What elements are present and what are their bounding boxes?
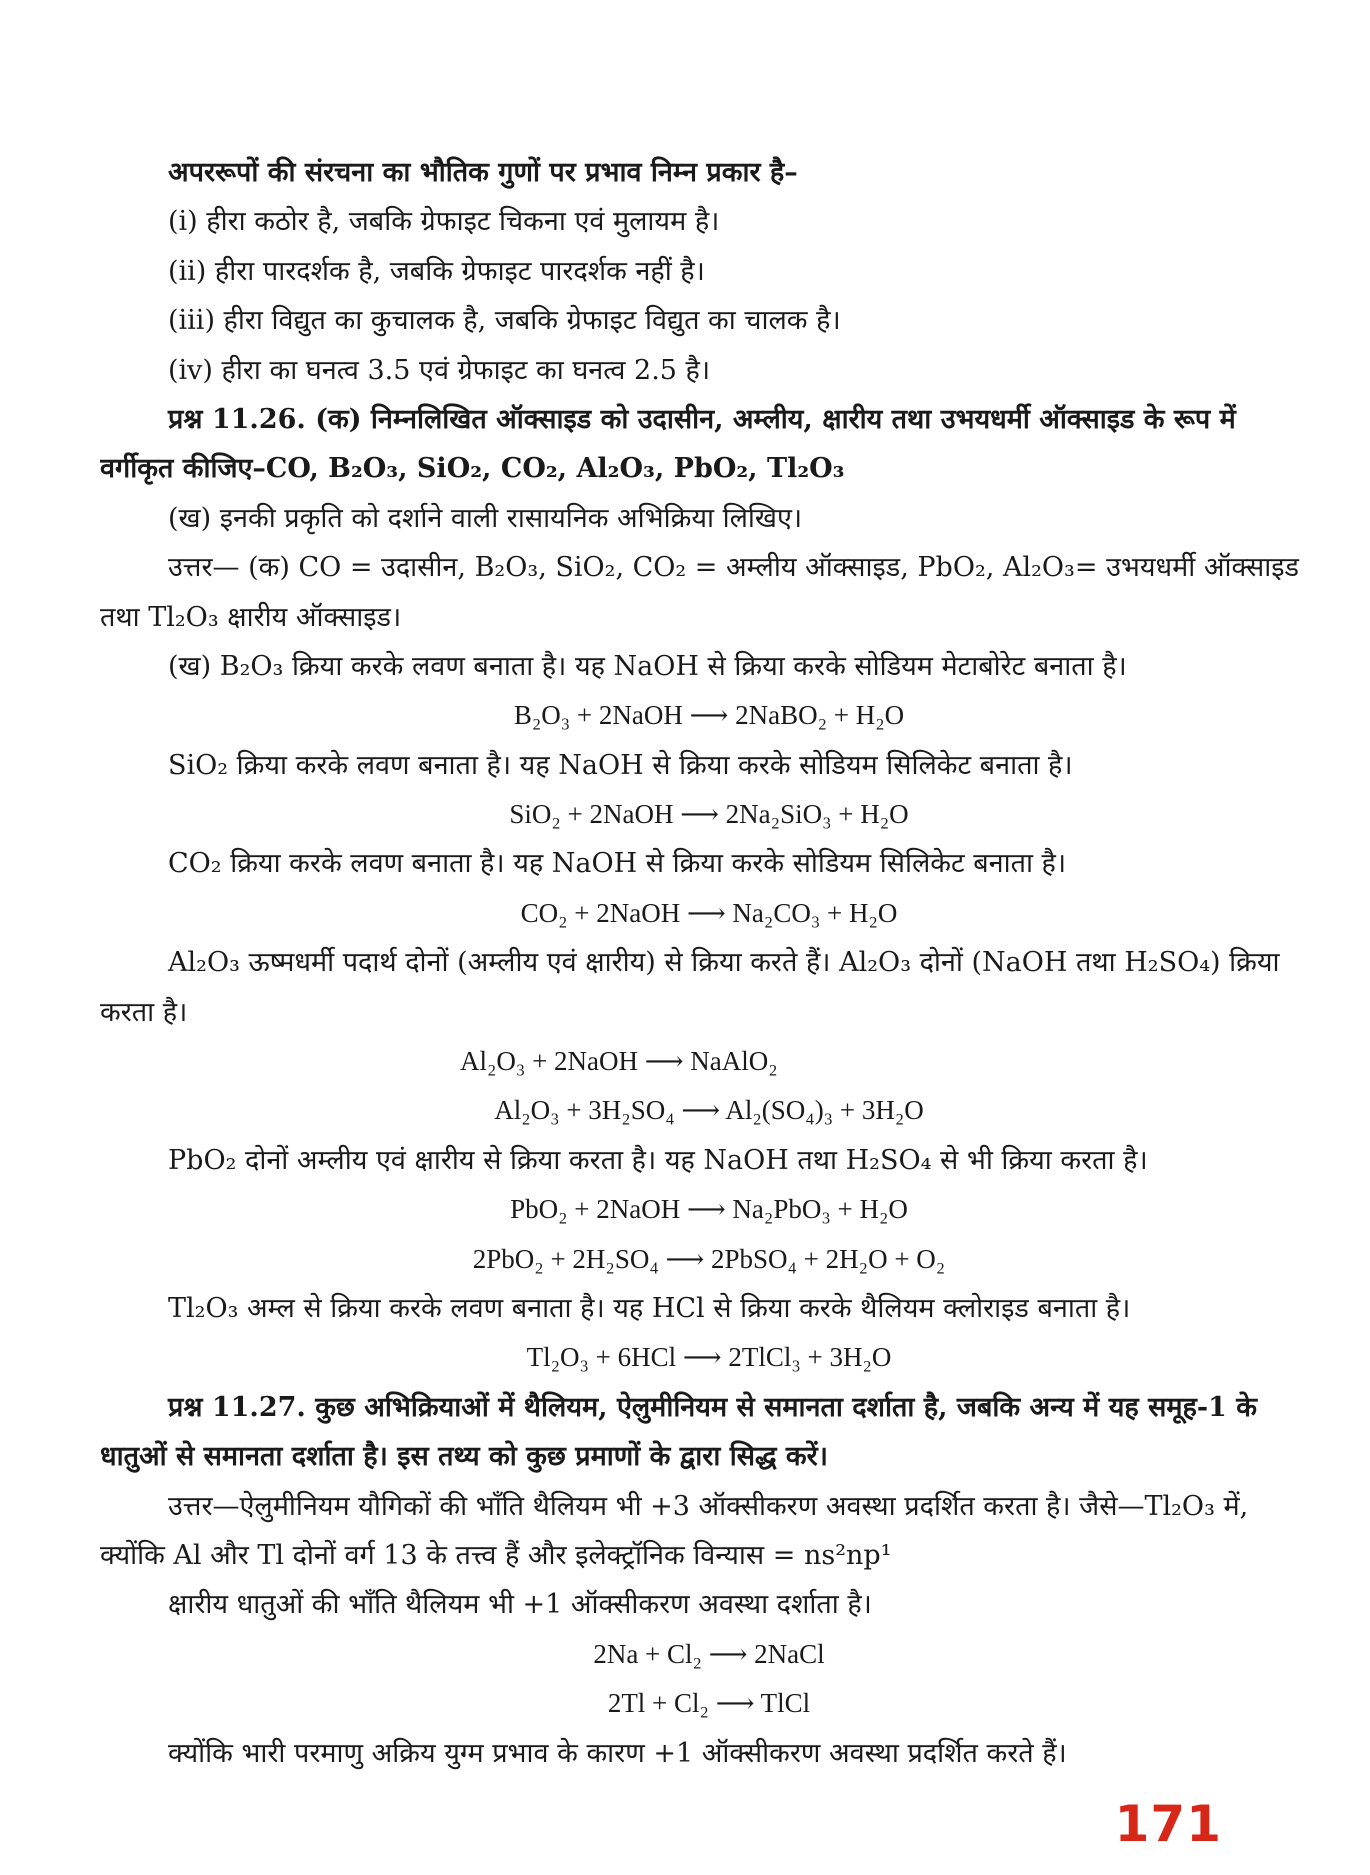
text-line: अपररूपों की संरचना का भौतिक गुणों पर प्रभाव निम्न प्रकार है–: [168, 157, 798, 188]
page-number: 171: [1114, 1795, 1222, 1853]
equation-line: B₂O₃ + 2NaOH ⟶ 2NaBO₂ + H₂O: [513, 700, 905, 731]
text-line: (ख) B₂O₃ क्रिया करके लवण बनाता है। यह NaOH से क्रिया करके सोडियम मेटाबोरेट बनाता है।: [168, 650, 1127, 682]
equation-line: 2Na + Cl₂ ⟶ 2NaCl: [593, 1638, 825, 1669]
text-line: करता है।: [100, 996, 188, 1028]
equation-line: PbO₂ + 2NaOH ⟶ Na₂PbO₃ + H₂O: [510, 1194, 908, 1225]
text-line: SiO₂ क्रिया करके लवण बनाता है। यह NaOH से क्रिया करके सोडियम सिलिकेट बनाता है।: [168, 749, 1073, 781]
text-line: वर्गीकृत कीजिए–CO, B₂O₃, SiO₂, CO₂, Al₂O₃, PbO₂, Tl₂O₃: [100, 453, 845, 485]
text-line: (ii) हीरा पारदर्शक है, जबकि ग्रेफाइट पारदर्शक नहीं है।: [168, 255, 705, 287]
text-line: उत्तर—ऐलुमीनियम यौगिकों की भाँति थैलियम भी +3 ऑक्सीकरण अवस्था प्रदर्शित करता है। जैसे—Tl₂O₃ में,: [168, 1490, 1249, 1522]
text-line: (i) हीरा कठोर है, जबकि ग्रेफाइट चिकना एवं मुलायम है।: [168, 206, 720, 238]
text-line: उत्तर— (क) CO = उदासीन, B₂O₃, SiO₂, CO₂ = अम्लीय ऑक्साइड, PbO₂, Al₂O₃= उभयधर्मी ऑक्साइड: [168, 552, 1299, 584]
equation-line: 2Tl + Cl₂ ⟶ TlCl: [607, 1688, 811, 1719]
text-line: PbO₂ दोनों अम्लीय एवं क्षारीय से क्रिया करता है। यह NaOH तथा H₂SO₄ से भी क्रिया करता है।: [168, 1144, 1148, 1176]
text-line: Tl₂O₃ अम्ल से क्रिया करके लवण बनाता है। यह HCl से क्रिया करके थैलियम क्लोराइड बनाता है।: [168, 1292, 1131, 1324]
text-line: प्रश्न 11.26. (क) निम्नलिखित ऑक्साइड को उदासीन, अम्लीय, क्षारीय तथा उभयधर्मी ऑक्साइड के रूप में: [168, 403, 1236, 435]
equation-line: SiO₂ + 2NaOH ⟶ 2Na₂SiO₃ + H₂O: [509, 799, 909, 830]
equation-line: 2PbO₂ + 2H₂SO₄ ⟶ 2PbSO₄ + 2H₂O + O₂: [472, 1243, 946, 1274]
text-line: धातुओं से समानता दर्शाता है। इस तथ्य को कुछ प्रमाणों के द्वारा सिद्ध करें।: [100, 1441, 828, 1473]
text-line: Al₂O₃ ऊष्मधर्मी पदार्थ दोनों (अम्लीय एवं क्षारीय) से क्रिया करते हैं। Al₂O₃ दोनों (NaOH तथा H₂SO₄) क्रिया: [168, 947, 1280, 979]
text-line: क्योंकि Al और Tl दोनों वर्ग 13 के तत्त्व हैं और इलेक्ट्रॉनिक विन्यास = ns²np¹: [100, 1539, 892, 1571]
text-line: (iv) हीरा का घनत्व 3.5 एवं ग्रेफाइट का घनत्व 2.5 है।: [168, 354, 711, 386]
text-line: CO₂ क्रिया करके लवण बनाता है। यह NaOH से क्रिया करके सोडियम सिलिकेट बनाता है।: [168, 848, 1067, 880]
text-line: (ख) इनकी प्रकृति को दर्शाने वाली रासायनिक अभिक्रिया लिखिए।: [168, 502, 803, 534]
text-line: प्रश्न 11.27. कुछ अभिक्रियाओं में थैलियम, ऐलुमीनियम से समानता दर्शाता है, जबकि अन्य में यह समूह-1 के: [168, 1391, 1257, 1423]
equation-line: CO₂ + 2NaOH ⟶ Na₂CO₃ + H₂O: [520, 897, 898, 928]
text-line: क्षारीय धातुओं की भाँति थैलियम भी +1 ऑक्सीकरण अवस्था दर्शाता है।: [168, 1589, 872, 1621]
document-body: [100, 148, 1318, 1778]
text-line: क्योंकि भारी परमाणु अक्रिय युग्म प्रभाव के कारण +1 ऑक्सीकरण अवस्था प्रदर्शित करते हैं।: [168, 1737, 1067, 1769]
equation-line: Al₂O₃ + 2NaOH ⟶ NaAlO₂: [460, 1046, 778, 1077]
equation-line: Al₂O₃ + 3H₂SO₄ ⟶ Al₂(SO₄)₃ + 3H₂O: [494, 1095, 924, 1126]
text-line: (iii) हीरा विद्युत का कुचालक है, जबकि ग्रेफाइट विद्युत का चालक है।: [168, 305, 841, 337]
equation-line: Tl₂O₃ + 6HCl ⟶ 2TlCl₃ + 3H₂O: [526, 1342, 892, 1373]
text-line: तथा Tl₂O₃ क्षारीय ऑक्साइड।: [100, 601, 402, 633]
